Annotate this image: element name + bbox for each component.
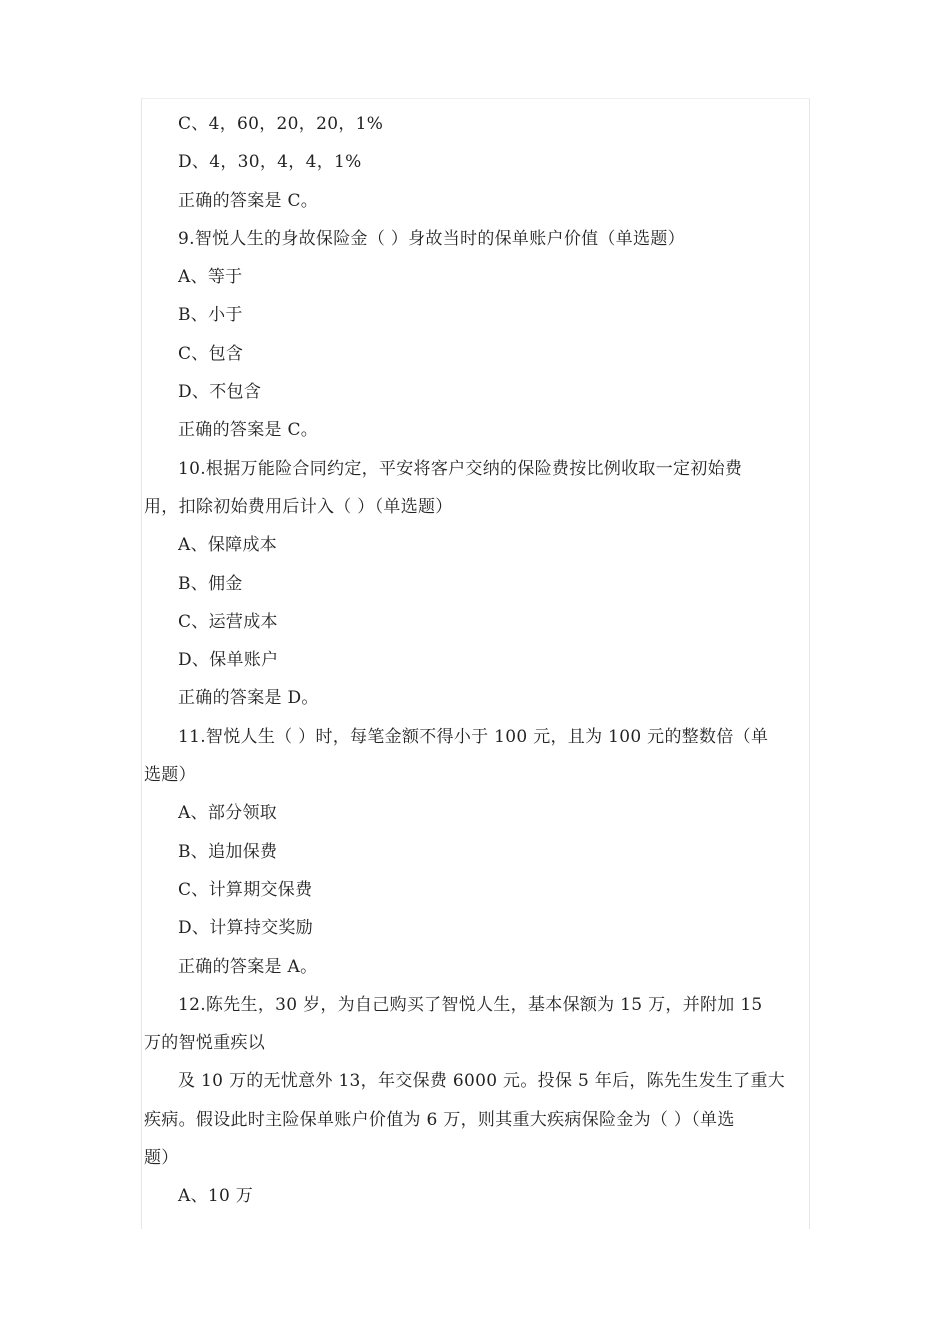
option-text: D、计算持交奖励 [178,918,314,939]
option-text: C、4，60，20，20，1% [178,114,384,134]
question-line: 万的智悦重疾以 [144,1033,266,1054]
question-line: 9.智悦人生的身故保险金（ ）身故当时的保单账户价值（单选题） [178,228,685,249]
option-text: D、4，30，4，4，1% [178,152,362,173]
option-text: A、等于 [178,267,243,288]
option-text: D、保单账户 [178,650,279,671]
option-text: D、不包含 [178,382,262,403]
document-body [144,105,808,1216]
question-text [144,986,808,1063]
question-text [144,1062,808,1177]
answer-text: 正确的答案是 A。 [178,956,318,977]
question-text [144,718,808,795]
question-text [144,450,808,527]
question-line: 题） [144,1148,179,1169]
option-text: C、运营成本 [178,611,278,632]
option-text: A、保障成本 [178,535,278,556]
question-line: 及 10 万的无忧意外 13，年交保费 6000 元。投保 5 年后，陈先生发生了重大 [178,1071,786,1092]
answer-text: 正确的答案是 D。 [178,688,319,709]
question-line: 10.根据万能险合同约定，平安将客户交纳的保险费按比例收取一定初始费 [178,458,743,479]
question-line: 选题） [144,765,196,786]
option-text: B、佣金 [178,573,243,594]
option-text: C、包含 [178,343,244,364]
question-line: 12.陈先生，30 岁，为自己购买了智悦人生，基本保额为 15 万，并附加 15 [178,994,763,1015]
option-text: B、小于 [178,305,243,326]
question-text [144,220,808,258]
question-line: 疾病。假设此时主险保单账户价值为 6 万，则其重大疾病保险金为（ ）（单选 [144,1109,735,1130]
option-text: C、计算期交保费 [178,879,313,900]
option-text: B、追加保费 [178,841,278,862]
answer-text: 正确的答案是 C。 [178,190,319,211]
answer-text: 正确的答案是 C。 [178,420,319,441]
option-text: A、10 万 [178,1186,254,1207]
question-line: 用，扣除初始费用后计入（ ）（单选题） [144,496,453,517]
option-text: A、部分领取 [178,803,278,824]
question-line: 11.智悦人生（ ）时，每笔金额不得小于 100 元，且为 100 元的整数倍（单 [178,726,769,747]
